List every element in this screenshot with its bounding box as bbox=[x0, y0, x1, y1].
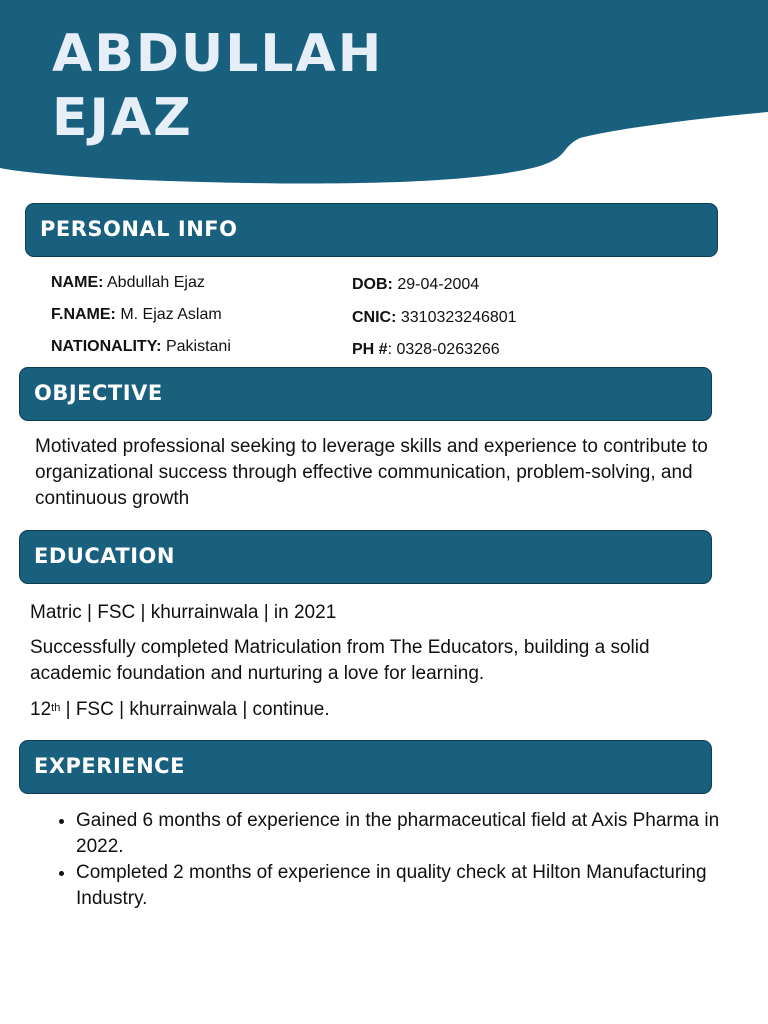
info-value: 3310323246801 bbox=[396, 309, 517, 326]
info-value: : 0328-0263266 bbox=[387, 341, 500, 358]
info-cnic bbox=[352, 308, 517, 328]
education-grade-suffix: th bbox=[51, 702, 61, 714]
education-entry-12th bbox=[30, 697, 330, 723]
info-value: Pakistani bbox=[161, 338, 231, 355]
info-label: NATIONALITY: bbox=[51, 338, 162, 355]
info-dob bbox=[352, 275, 479, 295]
section-header-objective bbox=[19, 367, 712, 421]
experience-item: • Completed 2 months of experience in quality check at Hilton Manufacturing Industry. bbox=[76, 860, 746, 912]
info-label: PH # bbox=[352, 341, 388, 358]
info-name bbox=[51, 273, 205, 293]
info-label: DOB: bbox=[352, 276, 393, 293]
objective-text: Motivated professional seeking to leverage skills and experience to contribute to organizational success through effective communication, problem-solving, and continuous growth bbox=[35, 436, 708, 509]
section-title: EXPERIENCE bbox=[34, 754, 185, 778]
section-title: OBJECTIVE bbox=[34, 381, 163, 405]
info-label: NAME: bbox=[51, 274, 104, 291]
section-header-education bbox=[19, 530, 712, 584]
name-line-2: EJAZ bbox=[52, 88, 193, 148]
section-title: EDUCATION bbox=[34, 544, 175, 568]
info-label: CNIC: bbox=[352, 309, 397, 326]
education-entry-matric: Matric | FSC | khurrainwala | in 2021 bbox=[30, 602, 337, 623]
experience-list bbox=[48, 808, 746, 912]
info-father-name bbox=[51, 305, 222, 325]
section-header-experience bbox=[19, 740, 712, 794]
info-nationality bbox=[51, 337, 231, 357]
education-grade: 12 bbox=[30, 699, 52, 720]
info-value: Abdullah Ejaz bbox=[103, 274, 205, 291]
info-label: F.NAME: bbox=[51, 306, 116, 323]
section-title: PERSONAL INFO bbox=[40, 217, 238, 241]
info-value: M. Ejaz Aslam bbox=[115, 306, 222, 323]
info-phone bbox=[352, 340, 500, 360]
experience-item: • Gained 6 months of experience in the pharmaceutical field at Axis Pharma in 2022. bbox=[76, 808, 746, 860]
candidate-name bbox=[52, 22, 383, 150]
education-description: Successfully completed Matriculation from The Educators, building a solid academic foundation and nurturing a love for learning. bbox=[30, 637, 650, 684]
section-header-personal-info bbox=[25, 203, 718, 257]
education-details: | FSC | khurrainwala | continue. bbox=[60, 699, 330, 720]
info-value: 29-04-2004 bbox=[392, 276, 480, 293]
name-line-1: ABDULLAH bbox=[52, 24, 384, 84]
